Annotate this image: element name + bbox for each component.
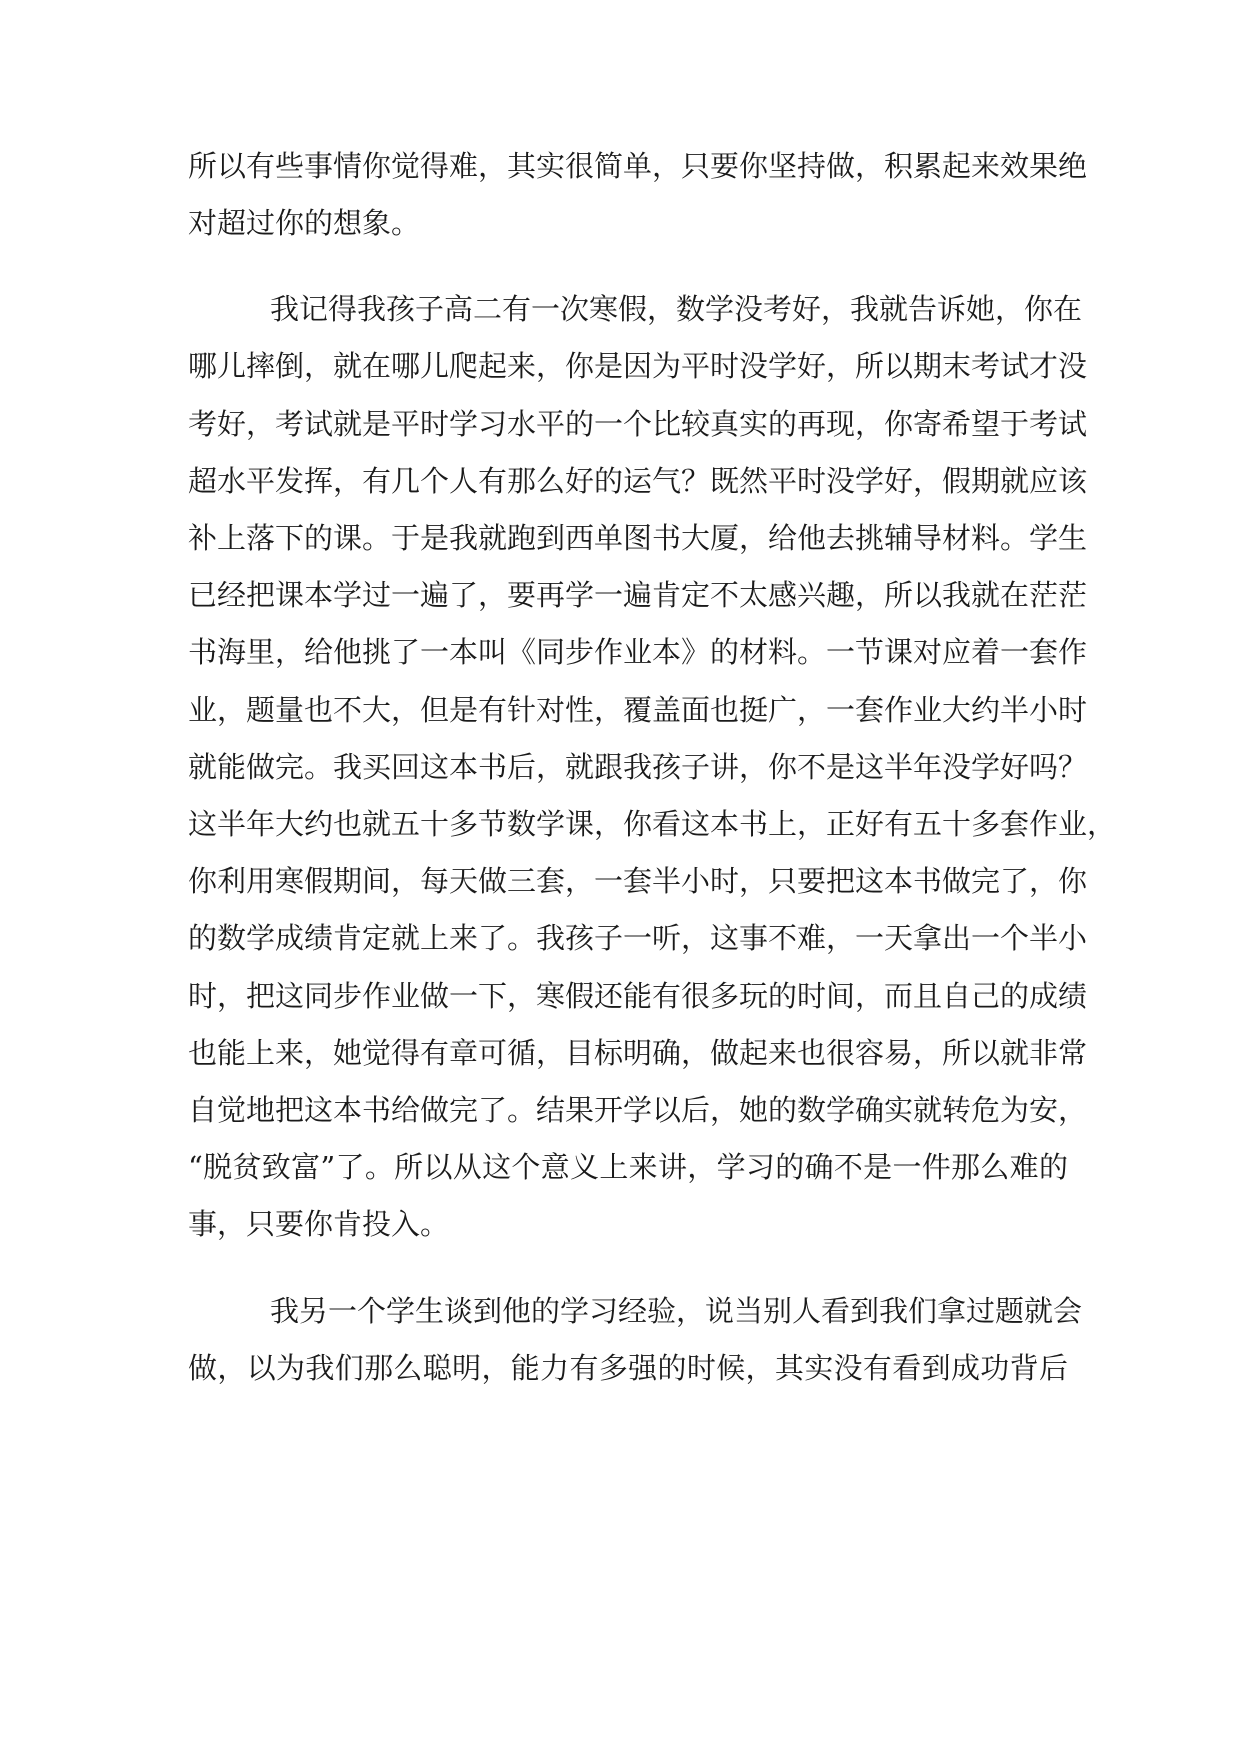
paragraph-2-line-15: 自觉地把这本书给做完了。结果开学以后，她的数学确实就转危为安， <box>188 1093 1088 1127</box>
paragraph-3-line-2: 做，以为我们那么聪明，能力有多强的时候，其实没有看到成功背后 <box>188 1351 1068 1385</box>
paragraph-2-line-6: 已经把课本学过一遍了，要再学一遍肯定不太感兴趣，所以我就在茫茫 <box>188 578 1088 612</box>
paragraph-2-line-9: 就能做完。我买回这本书后，就跟我孩子讲，你不是这半年没学好吗？ <box>188 750 1088 784</box>
paragraph-2-line-5: 补上落下的课。于是我就跑到西单图书大厦，给他去挑辅导材料。学生 <box>188 521 1088 555</box>
paragraph-1-line-2: 对超过你的想象。 <box>188 206 421 240</box>
paragraph-3-line-1: 我另一个学生谈到他的学习经验，说当别人看到我们拿过题就会 <box>270 1294 1083 1328</box>
paragraph-2-line-4: 超水平发挥，有几个人有那么好的运气？既然平时没学好，假期就应该 <box>188 464 1088 498</box>
paragraph-2-line-3: 考好，考试就是平时学习水平的一个比较真实的再现，你寄希望于考试 <box>188 407 1088 441</box>
paragraph-2-line-2: 哪儿摔倒，就在哪儿爬起来，你是因为平时没学好，所以期末考试才没 <box>188 349 1088 383</box>
paragraph-2-line-7: 书海里，给他挑了一本叫《同步作业本》的材料。一节课对应着一套作 <box>188 635 1088 669</box>
paragraph-2-line-8: 业，题量也不大，但是有针对性，覆盖面也挺广，一套作业大约半小时 <box>188 693 1088 727</box>
paragraph-2-line-12: 的数学成绩肯定就上来了。我孩子一听，这事不难，一天拿出一个半小 <box>188 921 1088 955</box>
paragraph-2-line-13: 时，把这同步作业做一下，寒假还能有很多玩的时间，而且自己的成绩 <box>188 979 1088 1013</box>
paragraph-2-line-14: 也能上来，她觉得有章可循，目标明确，做起来也很容易，所以就非常 <box>188 1036 1088 1070</box>
paragraph-2-line-11: 你利用寒假期间，每天做三套，一套半小时，只要把这本书做完了，你 <box>188 864 1088 898</box>
paragraph-1-line-1: 所以有些事情你觉得难，其实很简单，只要你坚持做，积累起来效果绝 <box>188 149 1088 183</box>
paragraph-2-line-1: 我记得我孩子高二有一次寒假，数学没考好，我就告诉她，你在 <box>270 292 1083 326</box>
paragraph-2-line-16: “脱贫致富”了。所以从这个意义上来讲，学习的确不是一件那么难的 <box>188 1150 1068 1184</box>
paragraph-2-line-10: 这半年大约也就五十多节数学课，你看这本书上，正好有五十多套作业， <box>188 807 1117 841</box>
paragraph-2-line-17: 事，只要你肯投入。 <box>188 1207 450 1241</box>
